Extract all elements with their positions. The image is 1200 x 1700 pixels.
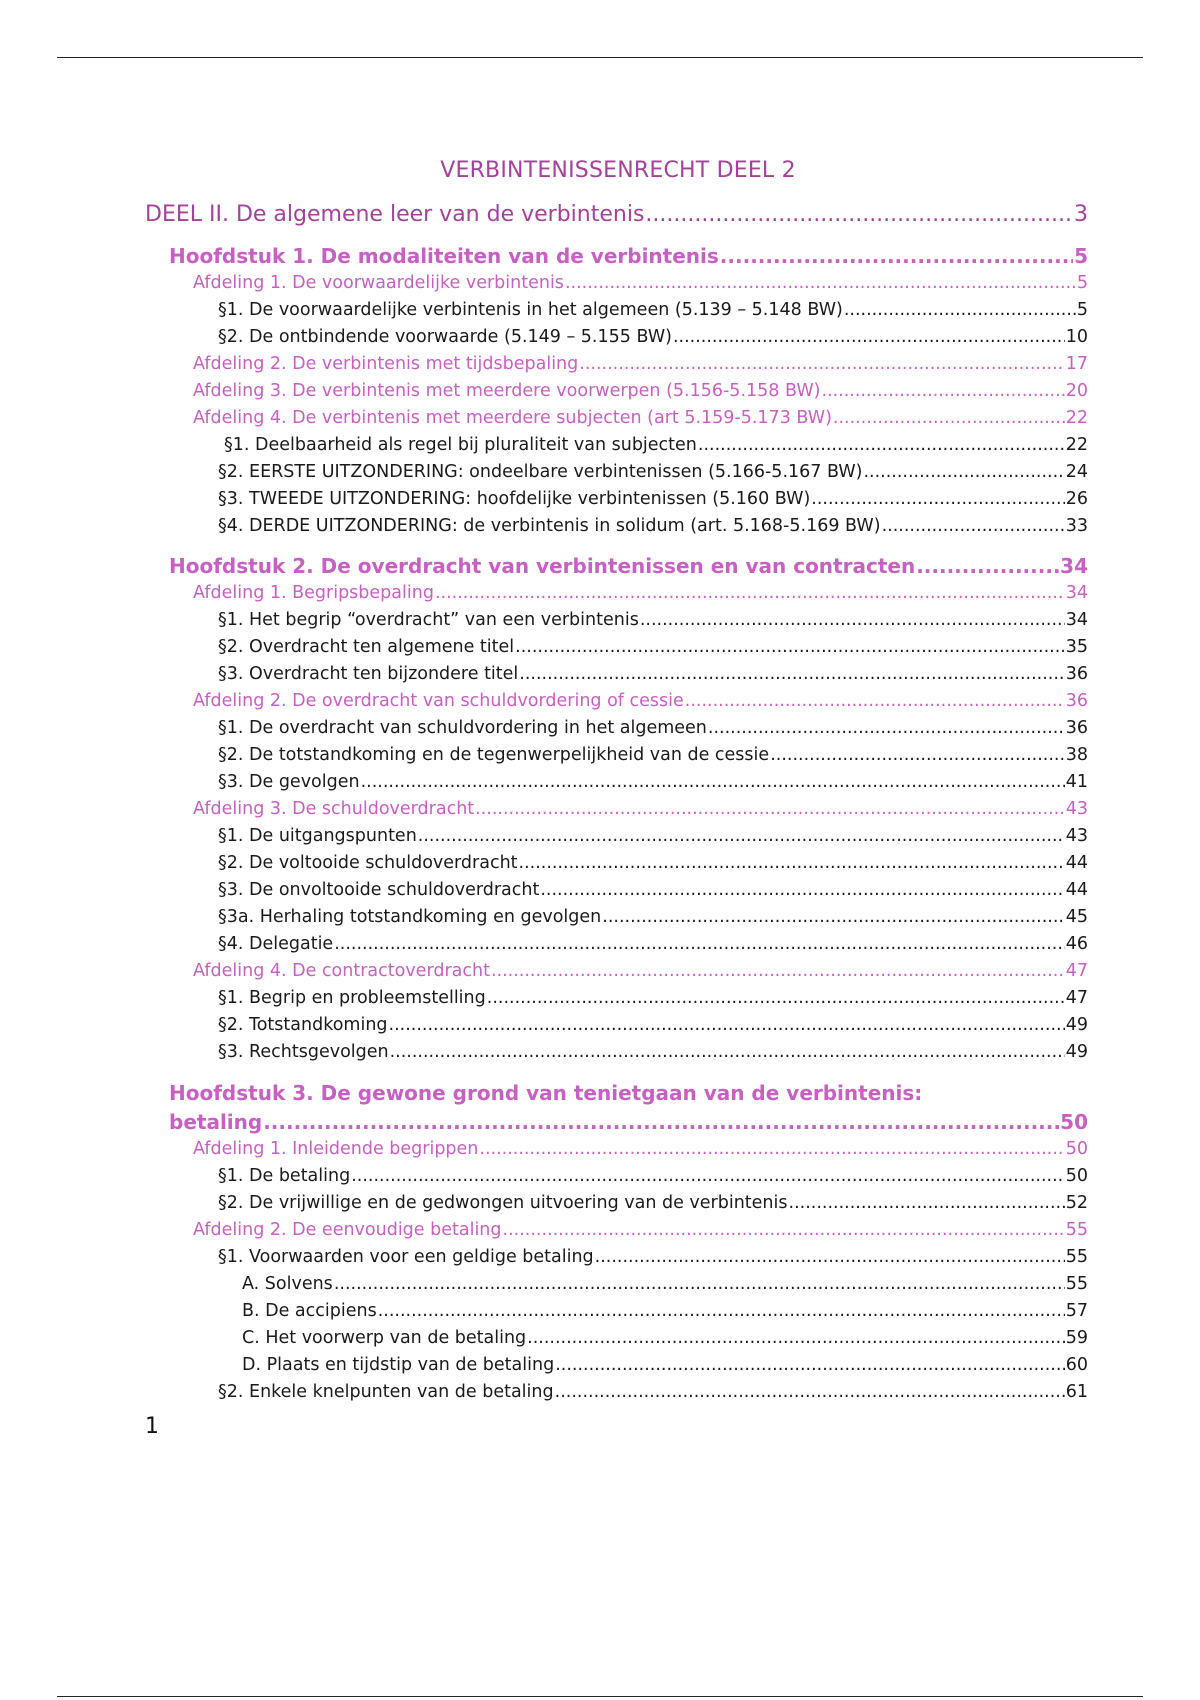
dot-leader bbox=[503, 1217, 1065, 1244]
toc-deel-2[interactable] bbox=[145, 200, 1088, 230]
toc-page: 5 bbox=[1074, 244, 1088, 268]
toc-page: 52 bbox=[1065, 1193, 1088, 1213]
dot-leader bbox=[475, 796, 1065, 823]
dot-leader bbox=[418, 823, 1065, 850]
dot-leader bbox=[789, 1190, 1065, 1217]
toc-paragraaf[interactable] bbox=[145, 324, 1088, 351]
toc-label: §1. Begrip en probleemstelling bbox=[218, 988, 486, 1008]
toc-label: §2. De voltooide schuldoverdracht bbox=[218, 853, 518, 873]
toc-paragraaf[interactable] bbox=[145, 486, 1088, 513]
toc-paragraaf[interactable] bbox=[145, 607, 1088, 634]
toc-page: 36 bbox=[1065, 664, 1088, 684]
dot-leader bbox=[487, 985, 1065, 1012]
toc-label: Afdeling 1. Begripsbepaling bbox=[193, 583, 434, 603]
toc-page: 5 bbox=[1076, 273, 1088, 293]
dot-leader bbox=[640, 607, 1065, 634]
dot-leader bbox=[698, 432, 1065, 459]
toc-label: C. Het voorwerp van de betaling bbox=[242, 1328, 527, 1348]
toc-paragraaf[interactable] bbox=[145, 931, 1088, 958]
toc-label: §2. Totstandkoming bbox=[218, 1015, 388, 1035]
toc-paragraaf[interactable] bbox=[145, 985, 1088, 1012]
toc-afdeling[interactable] bbox=[145, 958, 1088, 985]
dot-leader bbox=[555, 1379, 1065, 1406]
dot-leader bbox=[515, 634, 1065, 661]
dot-leader bbox=[565, 270, 1076, 297]
dot-leader bbox=[519, 661, 1064, 688]
toc-page: 49 bbox=[1065, 1015, 1088, 1035]
dot-leader bbox=[833, 405, 1065, 432]
toc-label: §3. De onvoltooide schuldoverdracht bbox=[218, 880, 540, 900]
toc-afdeling[interactable] bbox=[145, 1217, 1088, 1244]
toc-label: §1. Het begrip “overdracht” van een verbintenis bbox=[218, 610, 639, 630]
toc-page: 55 bbox=[1065, 1247, 1088, 1267]
toc-page: 34 bbox=[1060, 554, 1088, 578]
toc-paragraaf[interactable] bbox=[145, 513, 1088, 540]
dot-leader bbox=[863, 459, 1064, 486]
toc-page: 47 bbox=[1065, 988, 1088, 1008]
toc-label: §3a. Herhaling totstandkoming en gevolgen bbox=[218, 907, 602, 927]
toc-paragraaf[interactable] bbox=[145, 715, 1088, 742]
dot-leader bbox=[579, 351, 1064, 378]
toc-subparagraaf[interactable] bbox=[145, 1271, 1088, 1298]
toc-page: 61 bbox=[1065, 1382, 1088, 1402]
dot-leader bbox=[263, 1108, 1059, 1136]
toc-label: Afdeling 2. De verbintenis met tijdsbepaling bbox=[193, 354, 579, 374]
toc-paragraaf[interactable] bbox=[145, 634, 1088, 661]
toc-hoofdstuk-3[interactable] bbox=[145, 1108, 1088, 1136]
dot-leader bbox=[685, 688, 1065, 715]
dot-leader bbox=[390, 1039, 1065, 1066]
toc-page: 5 bbox=[1076, 300, 1088, 320]
toc-afdeling[interactable] bbox=[145, 270, 1088, 297]
toc-label: Afdeling 3. De schuldoverdracht bbox=[193, 799, 475, 819]
toc-paragraaf[interactable] bbox=[145, 823, 1088, 850]
toc-label: §2. EERSTE UITZONDERING: ondeelbare verbintenissen (5.166-5.167 BW) bbox=[218, 462, 863, 482]
toc-page: 50 bbox=[1065, 1139, 1088, 1159]
dot-leader bbox=[351, 1163, 1065, 1190]
dot-leader bbox=[334, 1271, 1065, 1298]
toc-page: 46 bbox=[1065, 934, 1088, 954]
toc-label: §4. Delegatie bbox=[218, 934, 334, 954]
toc-page: 55 bbox=[1065, 1220, 1088, 1240]
dot-leader bbox=[708, 715, 1065, 742]
dot-leader bbox=[540, 877, 1064, 904]
toc-label: §1. De overdracht van schuldvordering in het algemeen bbox=[218, 718, 707, 738]
toc-page: 3 bbox=[1074, 202, 1088, 227]
toc-label: §2. De totstandkoming en de tegenwerpelijkheid van de cessie bbox=[218, 745, 770, 765]
toc-label: §1. De voorwaardelijke verbintenis in het algemeen (5.139 – 5.148 BW) bbox=[218, 300, 843, 320]
toc-paragraaf[interactable] bbox=[145, 850, 1088, 877]
toc-label: §1. De betaling bbox=[218, 1166, 351, 1186]
toc-page: 59 bbox=[1065, 1328, 1088, 1348]
toc-page: 44 bbox=[1065, 880, 1088, 900]
toc-label: §4. DERDE UITZONDERING: de verbintenis in solidum (art. 5.168-5.169 BW) bbox=[218, 516, 881, 536]
dot-leader bbox=[882, 513, 1065, 540]
toc-label: D. Plaats en tijdstip van de betaling bbox=[242, 1355, 555, 1375]
dot-leader bbox=[770, 742, 1065, 769]
toc-subparagraaf[interactable] bbox=[145, 1325, 1088, 1352]
toc-paragraaf[interactable] bbox=[145, 877, 1088, 904]
dot-leader bbox=[519, 850, 1065, 877]
toc-page: 49 bbox=[1065, 1042, 1088, 1062]
dot-leader bbox=[844, 297, 1076, 324]
toc-label: Afdeling 3. De verbintenis met meerdere voorwerpen (5.156-5.158 BW) bbox=[193, 381, 821, 401]
toc-page: 34 bbox=[1065, 583, 1088, 603]
toc-page: 17 bbox=[1065, 354, 1088, 374]
toc-afdeling[interactable] bbox=[145, 796, 1088, 823]
toc-label: B. De accipiens bbox=[242, 1301, 377, 1321]
toc-label: Afdeling 4. De contractoverdracht bbox=[193, 961, 490, 981]
dot-leader bbox=[361, 769, 1065, 796]
toc-label: §2. Enkele knelpunten van de betaling bbox=[218, 1382, 554, 1402]
toc-page: 10 bbox=[1065, 327, 1088, 347]
toc-paragraaf[interactable] bbox=[145, 769, 1088, 796]
toc-label: Hoofdstuk 1. De modaliteiten van de verbintenis bbox=[169, 244, 719, 268]
toc-afdeling[interactable] bbox=[145, 1136, 1088, 1163]
toc-paragraaf[interactable] bbox=[145, 1244, 1088, 1271]
toc-afdeling[interactable] bbox=[145, 351, 1088, 378]
toc-paragraaf[interactable] bbox=[145, 1039, 1088, 1066]
toc-paragraaf[interactable] bbox=[145, 1163, 1088, 1190]
page-number: 1 bbox=[145, 1414, 159, 1439]
toc-subparagraaf[interactable] bbox=[145, 1298, 1088, 1325]
toc-page: 36 bbox=[1065, 718, 1088, 738]
toc-label: Afdeling 2. De overdracht van schuldvordering of cessie bbox=[193, 691, 684, 711]
toc-afdeling[interactable] bbox=[145, 405, 1088, 432]
toc-paragraaf[interactable] bbox=[145, 661, 1088, 688]
toc-page: 43 bbox=[1065, 799, 1088, 819]
toc-page: 34 bbox=[1065, 610, 1088, 630]
toc-label: §3. Rechtsgevolgen bbox=[218, 1042, 389, 1062]
header-rule bbox=[57, 57, 1143, 58]
toc-paragraaf[interactable] bbox=[145, 742, 1088, 769]
toc-page: 50 bbox=[1060, 1110, 1088, 1134]
toc-label: A. Solvens bbox=[242, 1274, 333, 1294]
toc-afdeling[interactable] bbox=[145, 688, 1088, 715]
dot-leader bbox=[491, 958, 1065, 985]
toc-page: 41 bbox=[1065, 772, 1088, 792]
toc-label: §1. Voorwaarden voor een geldige betaling bbox=[218, 1247, 594, 1267]
dot-leader bbox=[595, 1244, 1065, 1271]
dot-leader bbox=[334, 931, 1065, 958]
toc-page: 38 bbox=[1065, 745, 1088, 765]
toc-afdeling[interactable] bbox=[145, 378, 1088, 405]
table-of-contents bbox=[145, 200, 1088, 1406]
toc-hoofdstuk-2[interactable] bbox=[145, 552, 1088, 580]
toc-label: §1. De uitgangspunten bbox=[218, 826, 417, 846]
toc-label: §1. Deelbaarheid als regel bij pluraliteit van subjecten bbox=[224, 435, 697, 455]
toc-page: 55 bbox=[1065, 1274, 1088, 1294]
toc-label: §2. De vrijwillige en de gedwongen uitvoering van de verbintenis bbox=[218, 1193, 788, 1213]
toc-page: 35 bbox=[1065, 637, 1088, 657]
toc-page: 60 bbox=[1065, 1355, 1088, 1375]
toc-label: §2. De ontbindende voorwaarde (5.149 – 5.155 BW) bbox=[218, 327, 672, 347]
toc-label: §3. De gevolgen bbox=[218, 772, 360, 792]
toc-page: 50 bbox=[1065, 1166, 1088, 1186]
toc-label: DEEL II. De algemene leer van de verbintenis bbox=[145, 202, 645, 227]
toc-page: 22 bbox=[1065, 435, 1088, 455]
footer-rule bbox=[57, 1696, 1143, 1697]
toc-page: 43 bbox=[1065, 826, 1088, 846]
dot-leader bbox=[479, 1136, 1064, 1163]
toc-subparagraaf[interactable] bbox=[145, 1352, 1088, 1379]
toc-paragraaf[interactable] bbox=[145, 459, 1088, 486]
toc-label: §3. Overdracht ten bijzondere titel bbox=[218, 664, 519, 684]
toc-hoofdstuk-3-line-1[interactable]: Hoofdstuk 3. De gewone grond van tenietgaan van de verbintenis: bbox=[169, 1081, 923, 1105]
dot-leader bbox=[821, 378, 1064, 405]
toc-label: Afdeling 2. De eenvoudige betaling bbox=[193, 1220, 502, 1240]
toc-page: 20 bbox=[1065, 381, 1088, 401]
toc-page: 22 bbox=[1065, 408, 1088, 428]
toc-page: 36 bbox=[1065, 691, 1088, 711]
dot-leader bbox=[389, 1012, 1065, 1039]
toc-page: 44 bbox=[1065, 853, 1088, 873]
toc-page: 45 bbox=[1065, 907, 1088, 927]
dot-leader bbox=[555, 1352, 1065, 1379]
document-title: VERBINTENISSENRECHT DEEL 2 bbox=[440, 158, 796, 183]
dot-leader bbox=[527, 1325, 1065, 1352]
toc-label: Afdeling 1. Inleidende begrippen bbox=[193, 1139, 479, 1159]
toc-label: §3. TWEEDE UITZONDERING: hoofdelijke verbintenissen (5.160 BW) bbox=[218, 489, 811, 509]
dot-leader bbox=[916, 552, 1059, 580]
toc-page: 47 bbox=[1065, 961, 1088, 981]
toc-hoofdstuk-1[interactable] bbox=[145, 242, 1088, 270]
toc-page: 26 bbox=[1065, 489, 1088, 509]
toc-paragraaf[interactable] bbox=[145, 1012, 1088, 1039]
toc-paragraaf[interactable] bbox=[145, 297, 1088, 324]
dot-leader bbox=[811, 486, 1064, 513]
toc-label: Afdeling 1. De voorwaardelijke verbintenis bbox=[193, 273, 564, 293]
toc-page: 33 bbox=[1065, 516, 1088, 536]
toc-label: §2. Overdracht ten algemene titel bbox=[218, 637, 515, 657]
toc-afdeling[interactable] bbox=[145, 580, 1088, 607]
dot-leader bbox=[645, 200, 1073, 230]
dot-leader bbox=[602, 904, 1064, 931]
dot-leader bbox=[435, 580, 1065, 607]
dot-leader bbox=[673, 324, 1065, 351]
toc-paragraaf[interactable] bbox=[145, 1190, 1088, 1217]
toc-paragraaf[interactable] bbox=[145, 1379, 1088, 1406]
toc-label: Hoofdstuk 2. De overdracht van verbintenissen en van contracten bbox=[169, 554, 916, 578]
dot-leader bbox=[720, 242, 1073, 270]
toc-paragraaf[interactable] bbox=[145, 904, 1088, 931]
toc-label: betaling bbox=[169, 1110, 263, 1134]
toc-page: 57 bbox=[1065, 1301, 1088, 1321]
toc-page: 24 bbox=[1065, 462, 1088, 482]
toc-label: Afdeling 4. De verbintenis met meerdere subjecten (art 5.159-5.173 BW) bbox=[193, 408, 832, 428]
dot-leader bbox=[378, 1298, 1065, 1325]
toc-paragraaf[interactable] bbox=[145, 432, 1088, 459]
